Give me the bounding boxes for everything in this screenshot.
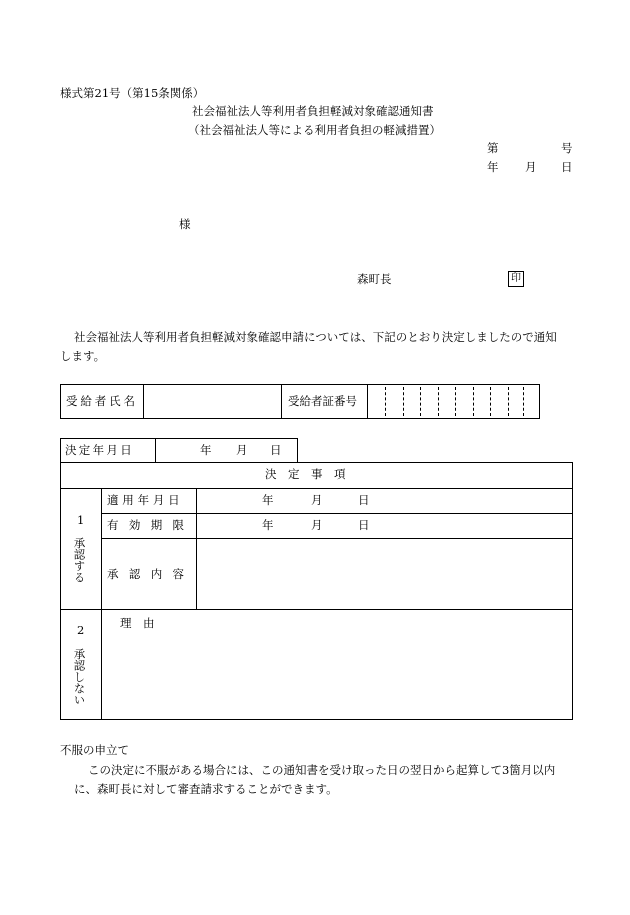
- issuer: 森町長: [357, 272, 392, 286]
- doc-no-dai: 第: [487, 141, 499, 155]
- date-month: 月: [525, 160, 537, 174]
- date-year: 年: [487, 160, 499, 174]
- decision-header: 決 定 事 項: [265, 467, 346, 481]
- decision-date-month: 月: [236, 443, 248, 457]
- deny-number: 2: [77, 623, 85, 637]
- deny-label: 承認しない: [72, 648, 87, 706]
- apply-date-year: 年: [262, 493, 274, 507]
- approval-content-field[interactable]: [199, 541, 570, 606]
- valid-until-label: 有効期限: [107, 518, 195, 532]
- date-day: 日: [561, 160, 573, 174]
- apply-date-month: 月: [311, 493, 323, 507]
- apply-date-label: 適用年月日: [107, 493, 184, 507]
- appeal-text-line1: この決定に不服がある場合には、この通知書を受け取った日の翌日から起算して3箇月以内: [88, 763, 556, 777]
- appeal-title: 不服の申立て: [60, 743, 129, 757]
- decision-date-year: 年: [200, 443, 212, 457]
- approve-label: 承認する: [72, 537, 87, 583]
- appeal-text-line2: に、森町長に対して審査請求することができます。: [74, 782, 338, 796]
- apply-date-day: 日: [358, 493, 370, 507]
- approve-number: 1: [77, 513, 85, 527]
- decision-date-day: 日: [270, 443, 282, 457]
- reason-field[interactable]: [104, 635, 570, 717]
- recipient-name-label: 受給者氏名: [66, 394, 138, 408]
- body-text-line2: します。: [60, 349, 106, 363]
- recipient-name-field[interactable]: [146, 387, 278, 416]
- seal-mark: 印: [508, 271, 524, 287]
- form-number: 様式第21号（第15条関係）: [60, 86, 205, 100]
- valid-until-month: 月: [311, 518, 323, 532]
- approval-content-label: 承認内容: [107, 567, 195, 581]
- recipient-id-label: 受給者証番号: [288, 394, 357, 408]
- document-title: 社会福祉法人等利用者負担軽減対象確認通知書: [192, 104, 434, 118]
- reason-label: 理 由: [120, 616, 155, 630]
- valid-until-day: 日: [358, 518, 370, 532]
- recipient-id-field[interactable]: [370, 387, 537, 416]
- document-subtitle: （社会福祉法人等による利用者負担の軽減措置）: [188, 123, 441, 137]
- decision-date-label: 決定年月日: [65, 443, 134, 457]
- valid-until-year: 年: [262, 518, 274, 532]
- doc-no-go: 号: [561, 141, 573, 155]
- body-text-line1: 社会福祉法人等利用者負担軽減対象確認申請については、下記のとおり決定しましたので通知: [74, 330, 557, 344]
- addressee-suffix: 様: [179, 217, 191, 231]
